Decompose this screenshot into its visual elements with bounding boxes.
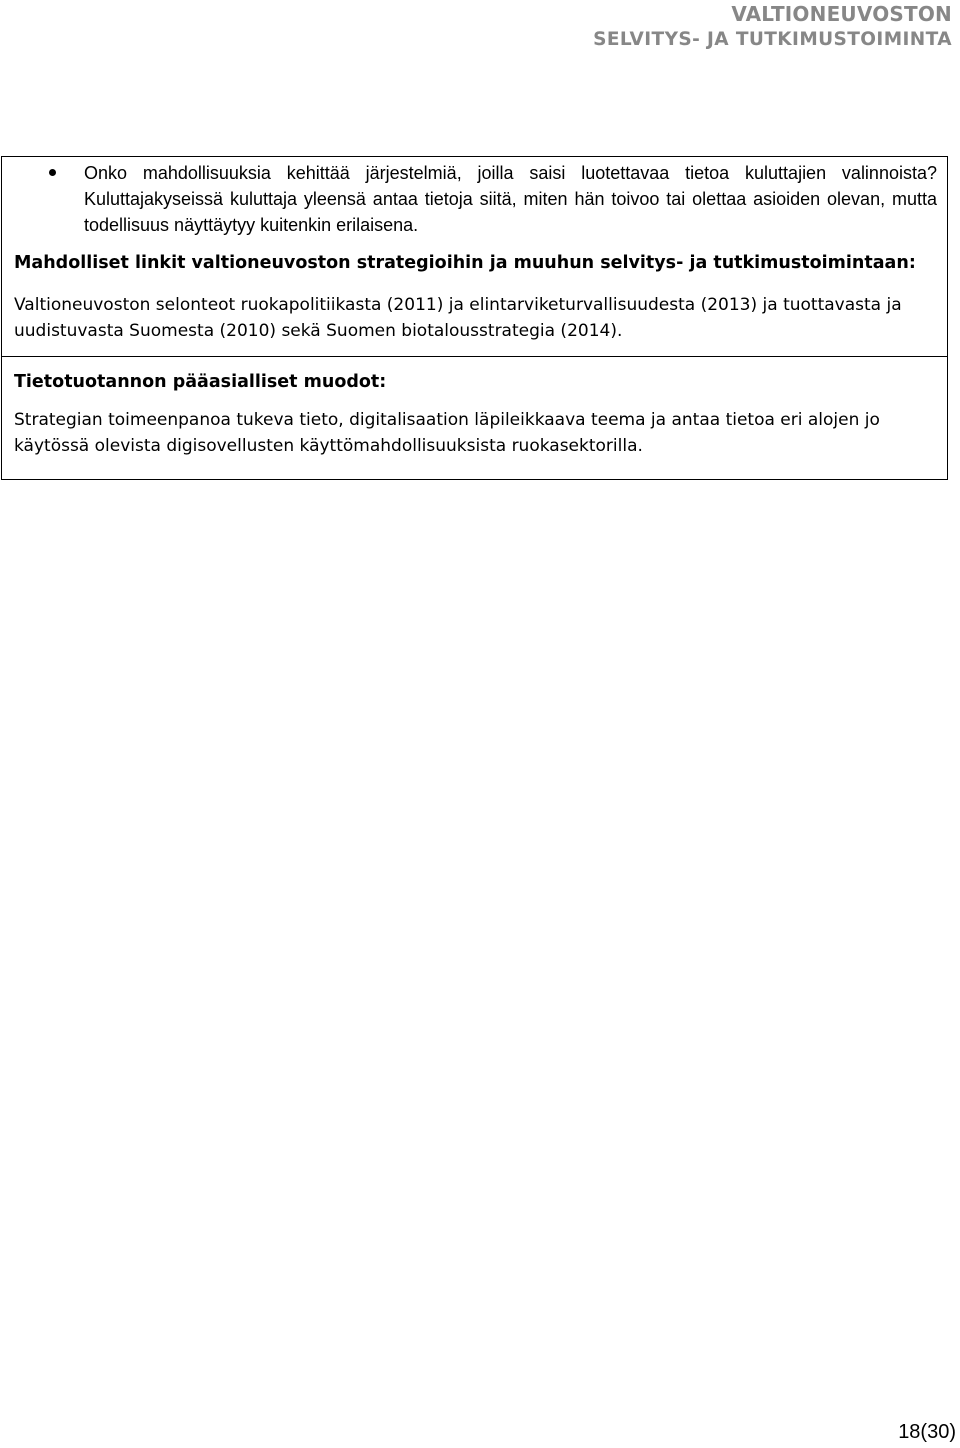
content-box <box>1 156 948 480</box>
page-number: 18(30) <box>898 1421 956 1443</box>
organization-unit: SELVITYS- JA TUTKIMUSTOIMINTA <box>593 29 952 50</box>
knowledge-production-section <box>2 356 947 479</box>
knowledge-production-body: Strategian toimeenpanoa tukeva tieto, digitalisaation läpileikkaava teema ja antaa tietoa eri alojen jo käytössä olevista digisovellusten käyttömahdollisuuksista ruokasektorilla. <box>14 410 880 456</box>
links-body: Valtioneuvoston selonteot ruokapolitiikasta (2011) ja elintarviketurvallisuudesta (2013) ja tuottavasta ja uudistuvasta Suomesta (2010) sekä Suomen biotalousstrategia (2014). <box>14 295 902 341</box>
bullet-list <box>2 157 947 250</box>
organization-name: VALTIONEUVOSTON <box>731 2 952 26</box>
bullet-text: Onko mahdollisuuksia kehittää järjestelmiä, joilla saisi luotettavaa tietoa kuluttajien valinnoista? Kuluttajakyseissä kuluttaja yleensä antaa tietoja siitä, miten hän toivoo tai olettaa asioiden olevan, mutta todellisuus näyttäytyy kuitenkin erilaisena. <box>84 163 937 235</box>
links-heading: Mahdolliset linkit valtioneuvoston strategioihin ja muuhun selvitys- ja tutkimustoimintaan: <box>14 253 916 273</box>
knowledge-production-heading: Tietotuotannon pääasialliset muodot: <box>14 372 387 392</box>
organization-header <box>593 2 952 52</box>
bullet-icon <box>49 169 56 176</box>
list-item <box>2 160 937 238</box>
links-section <box>2 250 947 356</box>
